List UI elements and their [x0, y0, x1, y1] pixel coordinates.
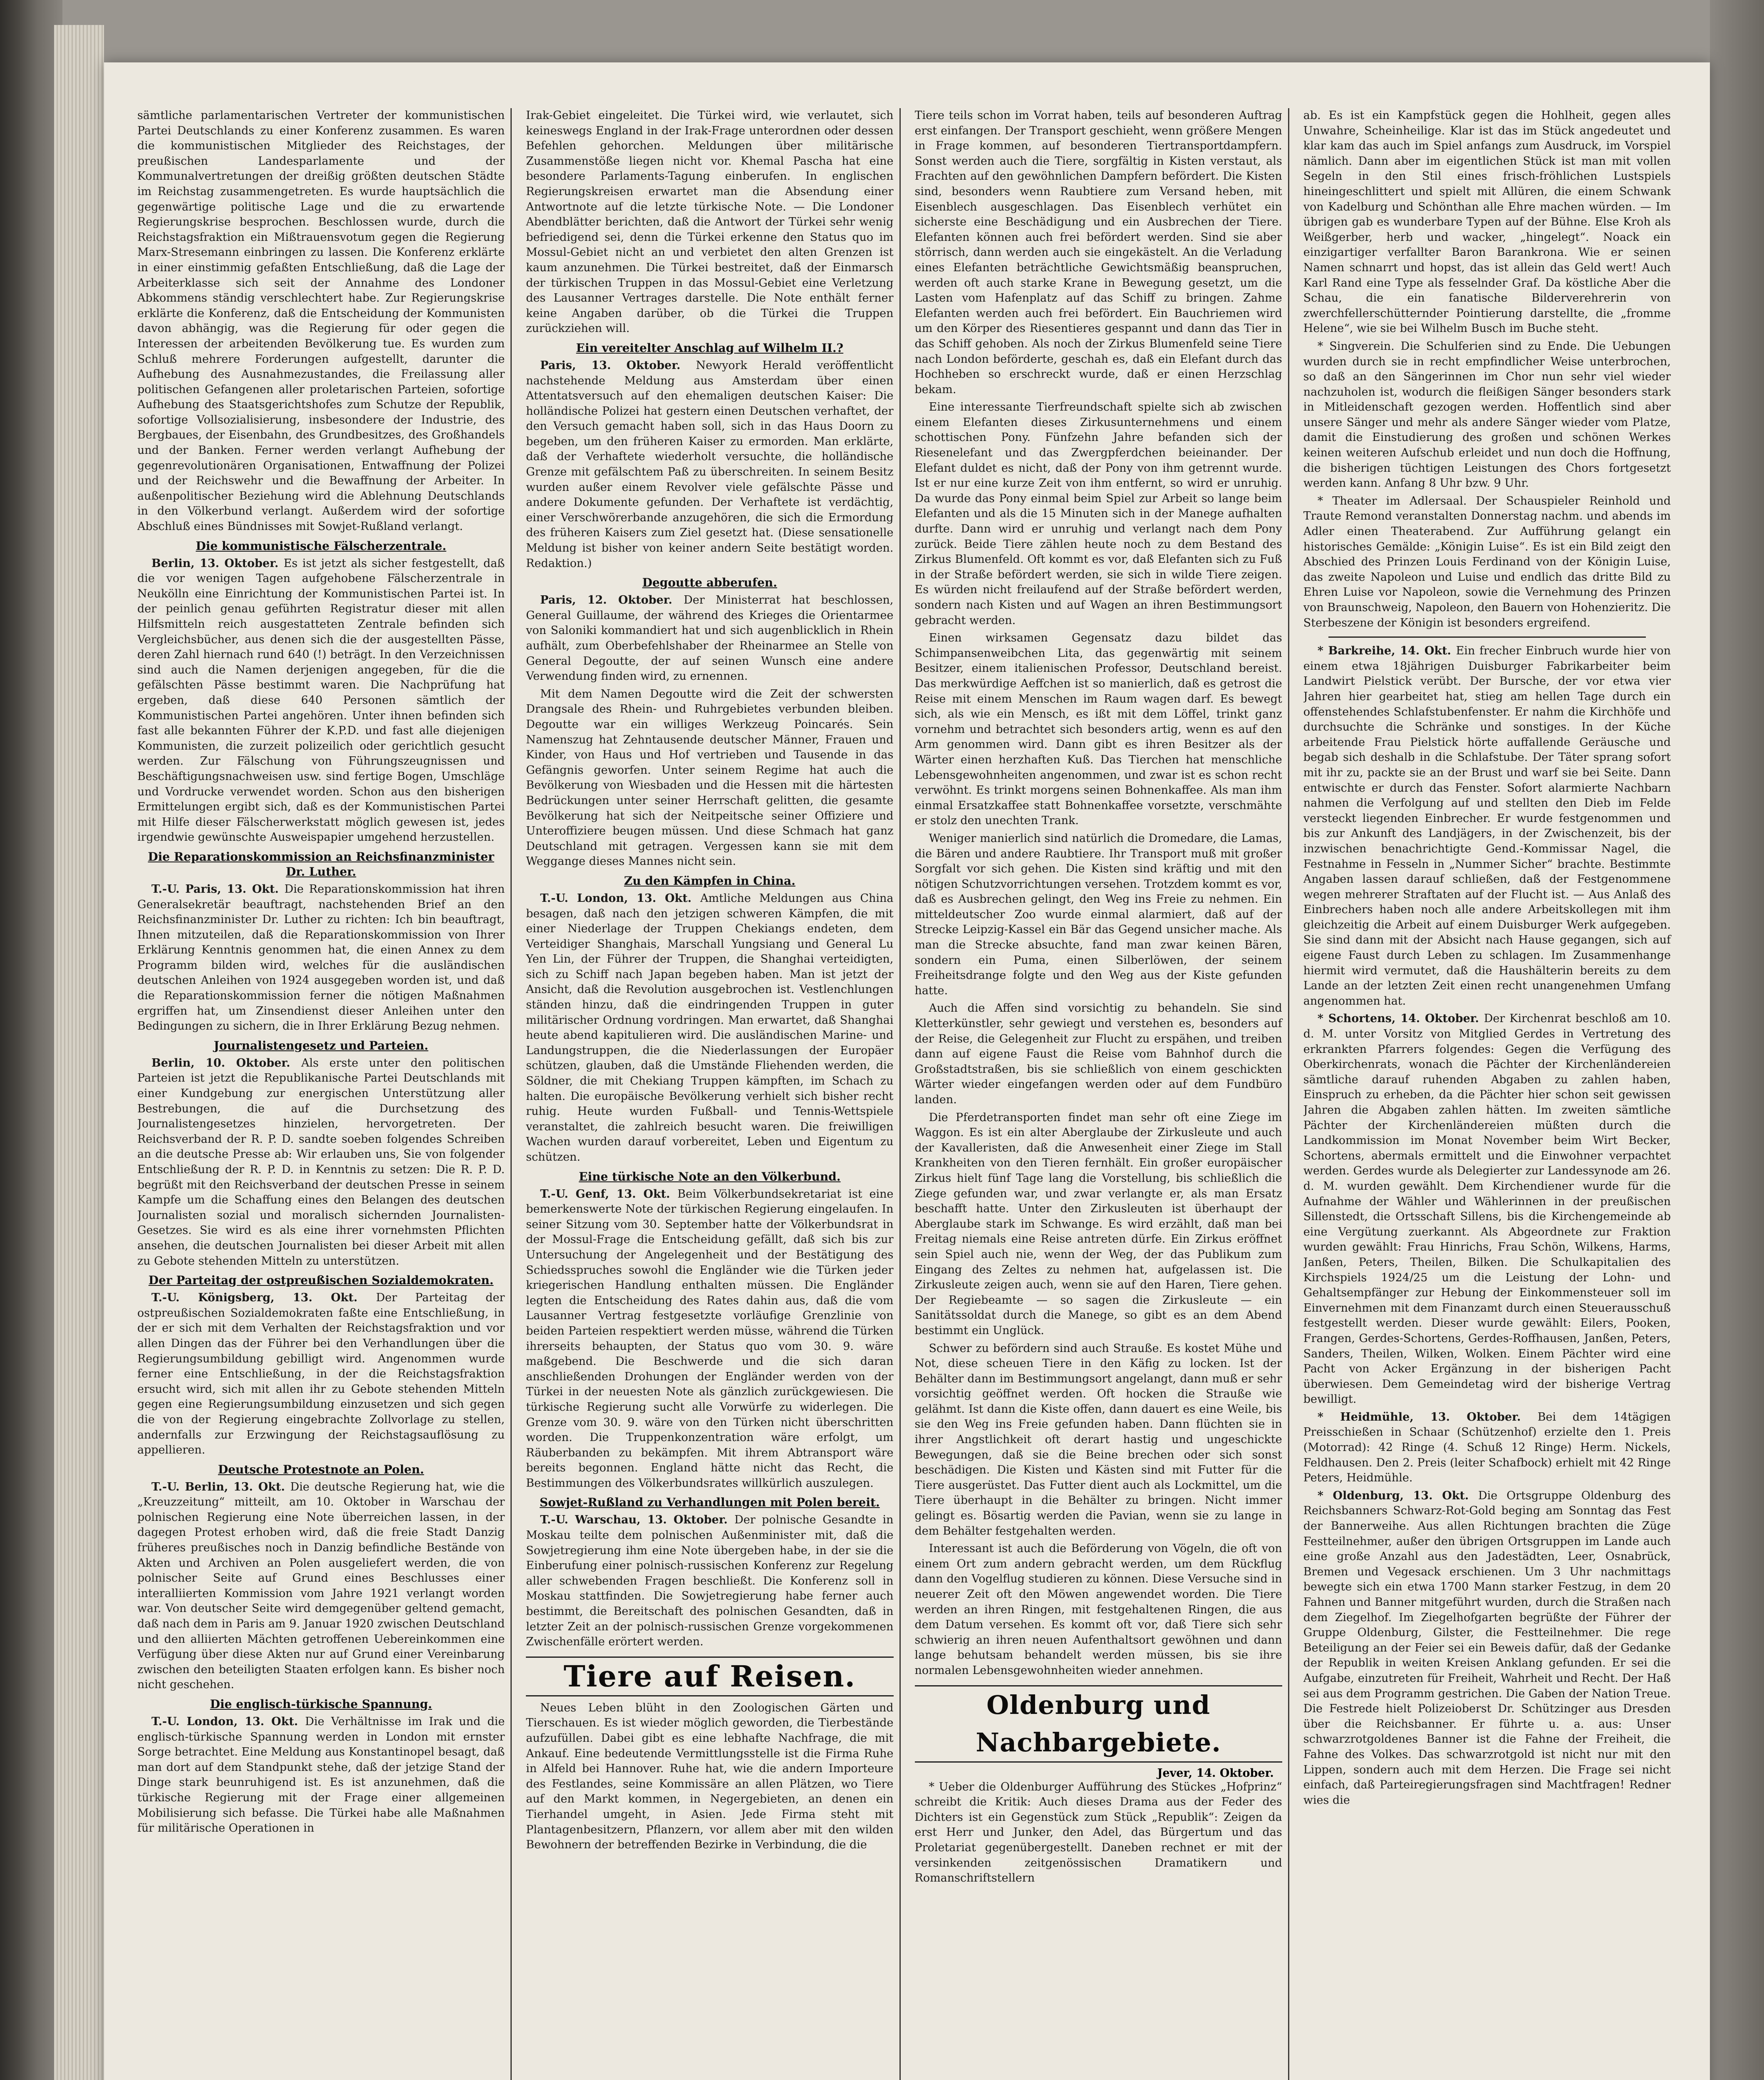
- article-headline: Deutsche Protestnote an Polen.: [218, 1462, 424, 1476]
- section-divider: [1328, 636, 1646, 638]
- paragraph-text: Tiere teils schon im Vorrat haben, teils auf besonderen Auftrag erst einfangen. Der Transport geschieht, wenn größere Mengen in Frage kommen, auf besonderen Tiertransportdampfern. Sonst werden auch die Tiere, sorgfältig in Kisten verstaut, als Frachten auf den gewöhnlichen Dampfern befördert. Die Kisten sind, besonders wenn Raubtiere zum Versand heben, mit Eisenblech ausgeschlagen. Das Eisenblech verhütet ein sicherste eine Beschädigung und ein Ausbrechen der Tiere. Elefanten können auch frei befördert werden. Sind sie aber störrisch, dann werden auch sie eingekästelt. An die Verladung eines Elefanten beträchtliche Gewichtsmäßig beanspruchen, werden oft auch starke Krane in Bewegung gesetzt, um die Lasten vom Hafenplatz auf das Schiff zu bringen. Zahme Elefanten werden auch frei befördert. Ein Bauchriemen wird um den Körper des Riesentieres gespannt und dann das Tier in das Schiff gehoben. Als noch der Zirkus Blumenfeld seine Tiere nach London beförderte, geschah es, daß ein Elefant durch das Hochheben so erschreckt wurde, daß er einen Herzschlag bekam.: [914, 109, 1282, 396]
- paragraph-text: Bei dem 14tägigen Preisschießen in Schaar (Schützenhof) erzielte den 1. Preis (Motorrad): 42 Ringe (4. Schuß 12 Ringe) Herm. Nickels, Feldhausen. Den 2. Preis (leiter Schafbock) erhielt mit 42 Ringe Peters, Heidmühle.: [1303, 1410, 1671, 1485]
- dateline: T.-U. Königsberg, 13. Okt.: [151, 1291, 376, 1305]
- page-edges: [54, 25, 104, 2080]
- column-4: [1303, 108, 1677, 2080]
- article-paragraph: [915, 1541, 1282, 1678]
- paragraph-text: ab. Es ist ein Kampfstück gegen die Hohlheit, gegen alles Unwahre, Scheinheilige. Klar ist das im Stück angedeutet und klar kam das auch im Spiel anfangs zum Ausdruck, im Vorspiel nämlich. Dann aber im eigentlichen Stück ist man mit vollen Segeln in den Stil eines frisch-fröhlichen Lustspiels hineingeschlittert und spielt mit Allüren, die einem Schwank von Kadelburg und Schönthan alle Ehre machen würden. — Im übrigen gab es wunderbare Typen auf der Bühne. Else Kroh als Weißgerber, herb und wacker, „hingelegt“. Noack ein einzigartiger verfallter Baron Barankrona. Wie er seinen Namen schnarrt und hopst, das ist allein das Geld wert! Auch Karl Rand eine Type als fesselnder Graf. Da köstliche Aber die Schau, die ein fanatische Bilderverehrerin von zwerchfellerschütternder Pointierung darstellte, die „fromme Helene“, wie sie bei Wilhelm Busch im Buche steht.: [1303, 109, 1671, 335]
- paragraph-text: Mit dem Namen Degoutte wird die Zeit der schwersten Drangsale des Rhein- und Ruhrgebietes verbunden bleiben. Degoutte war ein williges Werkzeug Poincarés. Sein Namenszug hat Zehntausende deutscher Männer, Frauen und Kinder, von Haus und Hof vertrieben und Tausende in das Gefängnis geworfen. Unter seinem Regime hat auch die Bevölkerung von Wiesbaden und die Hessen mit die härtesten Bedrückungen unter seiner Herrschaft gelitten, die gesamte Bevölkerung hat sich der Neitpeitsche seiner Offiziere und Unteroffiziere beugen müssen. Und diese Schmach hat ganz Deutschland mit getragen. Vergessen kann sie mit dem Weggange dieses Mannes nicht sein.: [526, 687, 894, 868]
- article-paragraph: [1303, 494, 1671, 631]
- article-paragraph: [137, 1290, 505, 1458]
- paragraph-text: Newyork Herald veröffentlicht nachstehende Meldung aus Amsterdam über einen Attentatsversuch auf den ehemaligen deutschen Kaiser: Die holländische Polizei hat gestern einen Deutschen verhaftet, der den Versuch gemacht haben soll, sich in das Haus Doorn zu begeben, um den früheren Kaiser zu ermorden. Man erklärte, daß der Verhaftete wiederholt versuchte, die holländische Grenze mit gefälschtem Paß zu überschreiten. In seinem Besitz wurden außer einem Revolver viele gefälschte Pässe und andere Dokumente gefunden. Der Verhaftete ist verdächtig, einer Verschwörerbande anzugehören, die sich die Ermordung des früheren Kaisers zum Ziel gesetzt hat. (Diese sensationelle Meldung ist bisher von keiner andern Seite bestätigt worden. Redaktion.): [526, 359, 894, 570]
- dateline: T.-U. London, 13. Okt.: [151, 1715, 305, 1728]
- paragraph-text: Schwer zu befördern sind auch Strauße. Es kostet Mühe und Not, diese scheuen Tiere in den Käfig zu locken. Ist der Behälter dann im Bestimmungsort angelangt, dann muß er sehr vorsichtig geöffnet werden. Oft hocken die Strauße wie gelähmt. Ist dann die Kiste offen, dann dauert es eine Weile, bis sie den Weg ins Freie gefunden haben. Dann flüchten sie in ihrer Angstlichkeit oft derart hastig und ungeschickte Bewegungen, daß sie die Beine brechen oder sich sonst beschädigen. Die Kisten und Kästen sind mit Futter für die Tiere ausgerüstet. Das Futter dient auch als Lockmittel, um die Tiere überhaupt in die Behälter zu bringen. Nicht immer gelingt es. Bösartig werden die Pavian, wenn sie zu lange in dem Behälter festgehalten werden.: [914, 1342, 1282, 1538]
- article-paragraph: [526, 1513, 893, 1649]
- dateline: Berlin, 10. Oktober.: [151, 1056, 301, 1070]
- paragraph-text: Auch die Affen sind vorsichtig zu behandeln. Sie sind Kletterkünstler, sehr gewiegt und verstehen es, besonders auf der Reise, die Gelegenheit zur Flucht zu erspähen, und treiben dann auf eigene Faust die Reise vom Bahnhof durch die Großstadtstraßen, bis sie schließlich von einem geschickten Wärter wieder eingefangen werden oder auf dem Fundbüro landen.: [914, 1002, 1282, 1106]
- article-paragraph: [137, 882, 505, 1034]
- article-headline: Degoutte abberufen.: [642, 576, 778, 590]
- paragraph-text: Als erste unter den politischen Parteien ist jetzt die Republikanische Partei Deutschlands mit einer Kundgebung zur energischen Unterstützung aller Bestrebungen, die auf die Durchsetzung des Journalistengesetzes hinzielen, hervorgetreten. Der Reichsverband der R. P. D. sandte soeben folgendes Schreiben an die deutsche Presse ab: Wir erlauben uns, Sie von folgender Entschließung der R. P. D. in Kenntnis zu setzen: Die R. P. D. begrüßt mit den Reichsverband der deutschen Presse in seinem Kampfe um die Schaffung eines den Belangen des deutschen Journalisten sozial und moralisch sichernden Journalisten-Gesetzes. Sie wird es als eine ihrer vornehmsten Pflichten ansehen, die deutschen Journalisten bei dieser Arbeit mit allen zu Gebote stehenden Mitteln zu unterstützen.: [137, 1056, 505, 1268]
- paragraph-text: Der Ministerrat hat beschlossen, General Guillaume, der während des Krieges die Orientarmee von Saloniki kommandiert hat und sich augenblicklich in Rhein aufhält, zum Oberbefehlshaber der Rheinarmee an Stelle von General Degoutte, der auf seinen Wunsch eine andere Verwendung finden wird, zu ernennen.: [526, 594, 894, 683]
- paragraph-text: Der polnische Gesandte in Moskau teilte dem polnischen Außenminister mit, daß die Sowjetregierung ihm eine Note übergeben habe, in der sie die Einberufung einer polnisch-russischen Konferenz zur Regelung aller schwebenden Fragen beschließt. Die Konferenz soll in Moskau stattfinden. Die Sowjetregierung habe ferner auch bestimmt, die Bereitschaft des polnischen Gesandten, daß in letzter Zeit an der polnisch-russischen Grenze vorgekommenen Zwischenfälle erörtert werden.: [526, 1513, 894, 1649]
- book-binding: [0, 0, 62, 2080]
- paragraph-text: Weniger manierlich sind natürlich die Dromedare, die Lamas, die Bären und andere Raubtiere. Ihr Transport muß mit großer Sorgfalt vor sich gehen. Die Kisten sind kräftig und mit den nötigen Schutzvorrichtungen versehen. Trotzdem kommt es vor, daß es Ausbrechen gelingt, den Weg ins Freie zu nehmen. Ein mitteldeutscher Zoo wurde einmal alarmiert, daß auf der Strecke Leipzig-Kassel ein Bär das Gegend unsicher mache. Als man die Strecke absuchte, fand man zwar keinen Bären, sondern ein Puma, einen Silberlöwen, der seinem Freiheitsdrange folgte und den Weg aus der Kiste gefunden hatte.: [914, 832, 1282, 997]
- article-paragraph: [1303, 108, 1671, 337]
- article-headline: Sowjet-Rußland zu Verhandlungen mit Polen bereit.: [540, 1496, 880, 1510]
- paragraph-text: Neues Leben blüht in den Zoologischen Gärten und Tierschauen. Es ist wieder möglich geworden, die Tierbestände aufzufüllen. Dabei gibt es eine lebhafte Nachfrage, die mit Ankauf. Eine bedeutende Vermittlungsstelle ist die Firma Ruhe in Alfeld bei Hannover. Ruhe hat, wie die andern Importeure des Festlandes, seine Kommissäre an allen Plätzen, wo Tiere auf den Markt kommen, in Negergebieten, an denen ein Tierhandel umgeht, in Asien. Jede Firma steht mit Plantagenbesitzern, Pflanzern, vor allem aber mit den wilden Bewohnern der betreffenden Bezirke in Verbindung, die die: [526, 1701, 894, 1852]
- article-paragraph: [1303, 339, 1671, 491]
- paragraph-text: * Theater im Adlersaal. Der Schauspieler Reinhold und Traute Remond veranstalten Donnerstag nachm. und abends im Adler einen Theaterabend. Zur Aufführung gelangt ein historisches Gemälde: „Königin Luise“. Es ist ein Bild zeigt den Abschied des Prinzen Louis Ferdinand von der Königin Luise, das zweite Napoleon und Luise und endlich das dritte Bild zu Ehren Luise vor Napoleon, sowie die Vernehmung des Prinzen von Braunschweig, Napoleon, den Bauern von Hohenzieritz. Die Sterbeszene der Königin ist besonders ergreifend.: [1303, 494, 1671, 629]
- article-headline: Die Reparationskommission an Reichsfinanzminister Dr. Luther.: [148, 849, 494, 879]
- section-dateline: Jever, 14. Oktober.: [1157, 1766, 1274, 1780]
- dateline: Paris, 12. Oktober.: [540, 594, 684, 607]
- paragraph-text: Eine interessante Tierfreundschaft spielte sich ab zwischen einem Elefanten dieses Zirkusunternehmens und einem schottischen Pony. Fünfzehn Jahre befanden sich der Riesenelefant und das Zwergpferdchen beieinander. Der Elefant duldet es nicht, daß der Pony von ihm getrennt wurde. Ist er nur eine kurze Zeit von ihm entfernt, so wird er unruhig. Da wurde das Pony einmal beim Spiel zur Arbeit so lange beim Elefanten und als die 15 Minuten sich in der Manege aufhalten durfte. Dann wird er unruhig und verlangt nach dem Pony zurück. Beide Tiere zählen heute noch zu dem Bestand des Zirkus Blumenfeld. Oft kommt es vor, daß Elefanten sich zu Fuß in der Straße befördert werden, sie sich in wilde Tiere zeigen. Es würden nicht freilaufend auf der Straße befördert werden, sondern nach Kisten und auf Wagen an ihren Bestimmungsort gebracht werden.: [914, 401, 1282, 627]
- article-paragraph: [1303, 644, 1671, 1009]
- article-paragraph: [137, 1480, 505, 1693]
- paragraph-text: Die Reparationskommission hat ihren Generalsekretär beauftragt, nachstehenden Brief an den Reichsfinanzminister Dr. Luther zu richten: Ich bin beauftragt, Ihnen mitzuteilen, daß die Reparationskommission von Ihrer Erklärung Kenntnis genommen hat, die einen Annex zu dem Programm bilden wird, welches für die ausländischen deutschen Anleihen von 1924 ausgegeben worden ist, und daß die Reparationskommission ferner die nötigen Maßnahmen ergriffen hat, um Zinsendienst dieser Anleihen unter den Bedingungen zu sichern, die in Ihrer Erklärung Bezug nehmen.: [137, 882, 505, 1033]
- paragraph-text: Irak-Gebiet eingeleitet. Die Türkei wird, wie verlautet, sich keineswegs England in der Irak-Frage unterordnen oder dessen Befehlen gehorchen. Meldungen über militärische Zusammenstöße liegen nicht vor. Khemal Pascha hat eine besondere Parlaments-Tagung einberufen. In englischen Regierungskreisen erwartet man die Absendung einer Antwortnote auf die letzte türkische Note. — Die Londoner Abendblätter berichten, daß die Antwort der Türkei sehr wenig befriedigend sei, denn die Türkei erkenne den Status quo im Mossul-Gebiet nicht an und verbietet den alten Grenzen ist kaum anzunehmen. Die Türkei bestreitet, daß der Einmarsch der türkischen Truppen in das Mossul-Gebiet eine Verletzung des Lausanner Vertrages darstelle. Die Note enthält ferner keine Angaben darüber, ob die Türkei die Truppen zurückziehen will.: [526, 109, 894, 335]
- article-paragraph: [915, 1341, 1282, 1539]
- dateline: Paris, 13. Oktober.: [540, 359, 696, 372]
- article-paragraph: [137, 1714, 505, 1836]
- article-paragraph: [915, 400, 1282, 628]
- paragraph-text: Der Kirchenrat beschloß am 10. d. M. unter Vorsitz von Mitglied Gerdes in Vertretung des erkrankten Pfarrers folgendes: Gegen die Verfügung des Oberkirchenrats, wonach die Pächter der Kirchenländereien sämtliche darauf ruhenden Abgaben zu zahlen haben, Einspruch zu erheben, da die Pächter hier schon seit gewissen Jahren die Abgaben zahlen hätten. Im zweiten sämtliche Pächter der Kirchenländereien müßten durch die Landkommission im Monat November beim Wirt Becker, Schortens, abermals ermittelt und die Einwohner verpachtet werden. Gerdes wurde als Delegierter zur Landessynode am 26. d. M. wurden gewählt. Dem Kirchendiener wurde für die Aufnahme der Wähler und Wählerinnen in der preußischen Sillenstedt, die Ortsschaft Sillens, bis die Kirchengemeinde ab eine Vergütung zuerkannt. Als Abgeordnete zur Fraktion wurden gewählt: Frau Hinrichs, Frau Schön, Wilkens, Harms, Janßen, Peters, Theilen, Bilken. Die Schulkapitalien des Kirchspiels 1924/25 um die Leistung der Lohn- und Gehaltsempfänger zur Hebung der Einkommensteuer soll im Einvernehmen mit dem Finanzamt durch einen Steuerausschuß festgestellt werden. Dieser wurde gewählt: Eilers, Pooken, Frangen, Gerdes-Schortens, Gerdes-Roffhausen, Janßen, Peters, Sanders, Theilen, Wilken, Wolken. Einem Pächter wird eine Pacht von Acker Ergänzung in der bisherigen Pacht überwiesen. Dem Gemeindetag wird der bisherige Vertrag bewilligt.: [1303, 1012, 1671, 1406]
- paragraph-text: Die deutsche Regierung hat, wie die „Kreuzzeitung“ mitteilt, am 10. Oktober in Warschau der polnischen Regierung eine Note überreichen lassen, in der dagegen Protest erhoben wird, daß die freie Stadt Danzig früheres preußisches noch in Danzig befindliche Bestände von Akten und Archiven an Polen ausgeliefert werden, die von polnischer Seite auf Grund eines Beschlusses einer interalliierten Kommission vom Jahre 1921 verlangt worden war. Von deutscher Seite wird demgegenüber geltend gemacht, daß nach dem in Paris am 9. Januar 1920 zwischen Deutschland und den alliierten Mächten getroffenen Uebereinkommen eine Verfügung über diese Akten nur auf Grund einer Vereinbarung zwischen den beteiligten Staaten erfolgen kann. Es bisher noch nicht geschehen.: [137, 1480, 505, 1691]
- article-paragraph: [1303, 1011, 1671, 1407]
- section-paragraph: * Ueber die Oldenburger Aufführung des Stückes „Hofprinz“ schreibt die Kritik: Auch dieses Drama aus der Feder des Dichters ist ein Gegenstück zum Stück „Republik“: Zeigen da erst Herr und Junker, den Adel, das Bürgertum und das Proletariat gegenübergestellt. Daneben rechnet er mit der versinkenden zeitgenössischen Dramatikern und Romanschriftstellern: [914, 1780, 1282, 1885]
- column-2: [526, 108, 900, 2080]
- paragraph-text: Einen wirksamen Gegensatz dazu bildet das Schimpansenweibchen Lita, das gegenwärtig mit seinem Besitzer, einem italienischen Professor, Deutschland bereist. Das merkwürdige Aeffchen ist so manierlich, daß es getrost die Reise mit einem Menschen im Raum wagen darf. Es bewegt sich, als wie ein Mensch, es ißt mit dem Löffel, trinkt ganz vornehm und betrachtet sich besonders artig, wenn es auf den Arm genommen wird. Dann gibt es ihren Besitzer als der Wärter einen herzhaften Kuß. Das Tierchen hat menschliche Lebensgewohnheiten angenommen, und zwar ist es schon recht verwöhnt. Es trinkt morgens seinen Bohnenkaffee. Als man ihm einmal Ersatzkaffee statt Bohnenkaffee vorsetzte, verschmähte er stolz den unechten Trank.: [914, 631, 1282, 827]
- article-paragraph: [137, 108, 505, 535]
- article-paragraph: [526, 1187, 893, 1491]
- feature-headline: Tiere auf Reisen.: [526, 1657, 893, 1696]
- article-headline: Die kommunistische Fälscherzentrale.: [196, 539, 446, 553]
- column-3: [915, 108, 1289, 2080]
- article-paragraph: [915, 631, 1282, 829]
- article-paragraph: [526, 593, 893, 684]
- section-headline: Oldenburg und Nachbargebiete.: [915, 1685, 1282, 1763]
- paragraph-text: sämtliche parlamentarischen Vertreter der kommunistischen Partei Deutschlands zu einer Konferenz zusammen. Es waren die kommunistischen Mitglieder des Reichstages, der preußischen Landesparlamente und der Kommunalvertretungen der dreißig größten deutschen Städte im Reichstag zusammengetreten. Es wurde hauptsächlich die gegenwärtige politische Lage und die zu erwartende Regierungskrise besprochen. Beschlossen wurde, durch die Reichstagsfraktion ein Mißtrauensvotum gegen die Regierung Marx-Stresemann einbringen zu lassen. Die Konferenz erklärte in einer einstimmig gefaßten Entschließung, daß die Lage der Arbeiterklasse sich seit der Annahme des Londoner Abkommens ständig verschlechtert habe. Zur Regierungskrise erklärte die Konferenz, daß die Entscheidung der Kommunisten davon abhängig, was die Regierung für oder gegen die Interessen der arbeitenden Bevölkerung tue. Es wurden zum Schluß mehrere Forderungen aufgestellt, darunter die Aufhebung des Ausnahmezustandes, die Freilassung aller politischen Gefangenen aller proletarischen Parteien, sofortige Aufhebung des Staatsgerichtshofes zum Schutze der Republik, sofortige Vollsozialisierung, insbesondere der Industrie, des Bergbaues, der Eisenbahn, des Grundbesitzes, des Großhandels und der Banken. Ferner werden verlangt Aufhebung der gegenrevolutionären Organisationen, Entwaffnung der Polizei und der Reichswehr und die Bewaffnung der Arbeiter. In außenpolitischer Beziehung wird die Ablehnung Deutschlands in den Völkerbund verlangt. Außerdem wird der sofortige Abschluß eines Bündnisses mit Sowjet-Rußland verlangt.: [137, 109, 505, 533]
- article-paragraph: [915, 831, 1282, 999]
- dateline: * Schortens, 14. Oktober.: [1317, 1012, 1484, 1025]
- article-paragraph: [137, 1056, 505, 1269]
- article-paragraph: [526, 687, 893, 869]
- article-paragraph: [526, 891, 893, 1165]
- dateline: T.-U. Paris, 13. Okt.: [151, 882, 285, 896]
- article-paragraph: [915, 1110, 1282, 1339]
- article-paragraph: [1303, 1410, 1671, 1486]
- paragraph-text: Die Ortsgruppe Oldenburg des Reichsbanners Schwarz-Rot-Gold beging am Sonntag das Fest der Bannerweihe. Aus allen Richtungen brachten die Züge Festteilnehmer, außer den übrigen Ortsgruppen im Lande auch eine große Anzahl aus den Jadestädten, Leer, Osnabrück, Bremen und Vegesack erschienen. Um 3 Uhr nachmittags bewegte sich ein etwa 1700 Mann starker Festzug, in dem 20 Fahnen und Banner mitgeführt wurden, durch die Straßen nach dem Ziegelhof. Im Ziegelhofgarten begrüßte der Führer der Gruppe Oldenburg, Gilster, die Festteilnehmer. Die rege Beteiligung an der Feier sei ein Beweis dafür, daß der Gedanke der Republik in weiten Kreisen Anklang gefunden. Er sei die Aufgabe, einzutreten für Freiheit, Wahrheit und Recht. Der Haß sei aus dem Programm gestrichen. Die Gaben der Nation Treue. Die Festrede hielt Polizeioberst Dr. Schützinger aus Dresden über die Reichsbanner. Er führte u. a. aus: Unser schwarzrotgoldenes Banner ist die Fahne der Freiheit, die Fahne des Volkes. Das schwarzrotgold ist nicht nur mit den Lippen, sondern auch mit dem Herzen. Die Frage sei nicht einfach, daß Parteiregierungsfragen sind Machtfragen! Redner wies die: [1303, 1489, 1671, 1807]
- paragraph-text: Interessant ist auch die Beförderung von Vögeln, die oft von einem Ort zum andern gebracht werden, um dem Rückflug dann den Vogelflug studieren zu können. Diese Versuche sind in neuerer Zeit oft den Möwen angewendet worden. Die Tiere werden an ihren Ringen, mit festgehaltenen Ringen, die aus dem Datum versehen. Es kommt oft vor, daß Tiere sich sehr schwierig an ihren neuen Aufenthaltsort gewöhnen und dann lange behutsam behandelt werden müssen, bis sie ihre normalen Lebensgewohnheiten wieder annehmen.: [914, 1542, 1282, 1677]
- right-shadow: [1710, 0, 1764, 2080]
- article-paragraph: [526, 1701, 893, 1853]
- article-headline: Eine türkische Note an den Völkerbund.: [579, 1169, 841, 1184]
- paragraph-text: Der Parteitag der ostpreußischen Sozialdemokraten faßte eine Entschließung, in der er sich mit dem Verhalten der Reichstagsfraktion und vor allen Dingen das der Führer bei den Verhandlungen über die Regierungsumbildung gebilligt wird. Angenommen wurde ferner eine Entschließung, in der die Reichstagsfraktion ersucht wird, sich mit allen ihr zu Gebote stehenden Mitteln gegen eine Regierungsumbildung einzusetzen und sich gegen die von der Regierung eingebrachte Zollvorlage zu stellen, andernfalls zur Erzwingung der Reichstagsauflösung zu appellieren.: [137, 1291, 505, 1457]
- dateline: T.-U. Warschau, 13. Oktober.: [540, 1513, 735, 1527]
- dateline: Berlin, 13. Oktober.: [151, 557, 284, 570]
- paragraph-text: Beim Völkerbundsekretariat ist eine bemerkenswerte Note der türkischen Regierung eingelaufen. In seiner Sitzung vom 30. September hatte der Völkerbundsrat in der Mossul-Frage die Entscheidung gefällt, daß sich bis zur Untersuchung der Angelegenheit und der Bestätigung des Schiedsspruches sowohl die Engländer wie die Türken jeder kriegerischen Handlung enthalten müssen. Die Engländer legten die Entscheidung des Rates dahin aus, daß die vom Lausanner Vertrag festgesetzte vorläufige Grenzlinie von beiden Parteien respektiert werden müsse, während die Türken ihrerseits behaupten, der Status quo vom 30. 9. wäre maßgebend. Die Beschwerde und die sich daran anschließenden Drohungen der Engländer werden von der Türkei in der neuesten Note als gänzlich zurückgewiesen. Die türkische Regierung sucht alle Vorwürfe zu widerlegen. Die Grenze vom 30. 9. wäre von den Türken nicht überschritten worden. Die Truppenkonzentration wäre erfolgt, um Räuberbanden zu bekämpfen. Mit ihrem Abtransport wäre bereits begonnen. England hätte nicht das Recht, die Bestimmungen des Völkerbundsrates willkürlich auszulegen.: [526, 1187, 894, 1490]
- columns: [137, 108, 1677, 2080]
- paragraph-text: Die Verhältnisse im Irak und die englisch-türkische Spannung werden in London mit ernster Sorge betrachtet. Eine Meldung aus Konstantinopel besagt, daß man dort auf dem Standpunkt stehe, daß der jetzige Stand der Dinge stark beunruhigend ist. Es ist anzunehmen, daß die türkische Regierung mit der Frage einer allgemeinen Mobilisierung sich befasse. Die Türkei habe alle Maßnahmen für militärische Operationen in: [137, 1715, 505, 1835]
- paragraph-text: Es ist jetzt als sicher festgestellt, daß die vor wenigen Tagen aufgehobene Fälscherzentrale in Neukölln eine Einrichtung der Kommunistischen Partei ist. In der peinlich genau geführten Registratur dieser mit allen Hilfsmitteln reich ausgestatteten Zentrale befinden sich Vergleichsbücher, aus denen sich die der ausgestellten Pässe, deren Zahl hiernach rund 640 (!) beträgt. In den Verzeichnissen sind auch die Namen derjenigen angegeben, für die die gefälschten Pässe bestimmt waren. Die Nachprüfung hat ergeben, daß diese 640 Personen sämtlich der Kommunistischen Partei angehören. Unter ihnen befinden sich fast alle bekannten Führer der K.P.D. und fast alle diejenigen Kommunisten, die zurzeit polizeilich oder gerichtlich gesucht werden. Zur Fälschung von Führungszeugnissen und Beschäftigungsnachweisen usw. sind fertige Bogen, Umschläge und Vordrucke verwendet worden. Schon aus den bisherigen Ermittelungen ergibt sich, daß es der Kommunistischen Partei mit Hilfe dieser Fälscherwerkstatt möglich gewesen ist, jedes irgendwie gewünschte Ausweispapier umgehend herzustellen.: [137, 557, 505, 844]
- dateline: T.-U. London, 13. Okt.: [540, 891, 701, 905]
- article-paragraph: [1303, 1488, 1671, 1808]
- article-headline: Der Parteitag der ostpreußischen Sozialdemokraten.: [148, 1273, 494, 1288]
- article-paragraph: [915, 108, 1282, 397]
- paragraph-text: Die Pferdetransporten findet man sehr oft eine Ziege im Waggon. Es ist ein alter Aberglaube der Zirkusleute und auch der Kavalleristen, daß die Anwesenheit einer Ziege im Stall Krankheiten von den Tieren fernhält. Ein großer europäischer Zirkus hielt fünf Tage lang die Vorstellung, bis schließlich die Ziege gefunden war, und zwar verlangte er, als man Ersatz beschafft hatte. Unter den Zirkusleuten ist überhaupt der Aberglaube stark im Schwange. Es wird erzählt, daß man bei Freitag niemals eine Reise antreten dürfe. Ein Zirkus eröffnet sein Spiel auch nie, wenn der Weg, der das Publikum zum Eingang des Zeltes zu nehmen hat, aufgelassen ist. Die Zirkusleute zeigen auch, wenn sie auf den Haren, Tiere gehen. Der Regiebeamte — so sagen die Zirkusleute — ein Sanitätssoldat durch die Manege, so gibt es an dem Abend bestimmt ein Unglück.: [914, 1111, 1282, 1337]
- article-paragraph: [137, 556, 505, 845]
- column-1: [137, 108, 512, 2080]
- paragraph-text: * Singverein. Die Schulferien sind zu Ende. Die Uebungen wurden durch sie in recht empfindlicher Weise unterbrochen, so daß an den Sängerinnen im Chor nun sehr viel wieder nachzuholen ist, wodurch die fleißigen Sänger besonders stark in Mitleidenschaft gezogen werden. Hoffentlich sind aber unsere Sänger und mehr als andere Sänger wieder vom Platze, damit die Einstudierung des großen und schönen Werkes keinen weiteren Aufschub erleidet und nun doch die Hoffnung, die bisherigen tüchtigen Leistungen des Chors fortgesetzt werden kann. Anfang 8 Uhr bzw. 9 Uhr.: [1303, 339, 1671, 490]
- newspaper-page: [104, 62, 1710, 2080]
- article-paragraph: [915, 1001, 1282, 1107]
- dateline: T.-U. Berlin, 13. Okt.: [151, 1480, 290, 1493]
- article-paragraph: [526, 108, 893, 337]
- article-headline: Ein vereitelter Anschlag auf Wilhelm II.?: [576, 341, 844, 355]
- article-headline: Die englisch-türkische Spannung.: [210, 1697, 432, 1711]
- article-paragraph: [526, 358, 893, 571]
- dateline: * Barkreihe, 14. Okt.: [1317, 644, 1456, 658]
- paragraph-text: Ein frecher Einbruch wurde hier von einem etwa 18jährigen Duisburger Fabrikarbeiter beim Landwirt Pielstick verübt. Der Bursche, der vor etwa vier Jahren hier gearbeitet hat, stieg am hellen Tage durch ein offenstehendes Schlafstubenfenster. Er nahm die Kirchhöfe und durchsuchte die Schränke und sonstiges. In der Küche arbeitende Frau Pielstick hörte auffallende Geräusche und begab sich deshalb in die Schlafstube. Der Täter sprang sofort mit ihr zu, packte sie an der Brust und warf sie bei Seite. Dann entwischte er durch das Fenster. Sofort alarmierte Nachbarn nahmen die Verfolgung auf und stellten den Dieb im Felde versteckt liegenden Einbrecher. Er wurde festgenommen und bis zur Ankunft des Landjägers, in der Zwischenzeit, bis der inzwischen benachrichtigte Gend.-Kommissar Nagel, die Festnahme in Fesseln in „Nummer Sicher“ brachte. Bestimmte Angaben lassen darauf schließen, daß der Festgenommene wegen mehrerer Straftaten auf der Flucht ist. — Aus Anlaß des Einbrechers haben noch alle andere Arbeitskollegen mit ihm gleichzeitig die Arbeit auf einem Duisburger Werk aufgegeben. Sie sind dann mit der Absicht nach Hause gegangen, sich auf eigene Faust durch Leben zu schlagen. Im Zusammenhange hiermit wird vermutet, daß die Haushälterin bereits zu dem Lande an der letzten Zeit einen recht unangenehmen Umfang angenommen hat.: [1303, 644, 1671, 1008]
- article-headline: Zu den Kämpfen in China.: [624, 874, 795, 888]
- dateline: T.-U. Genf, 13. Okt.: [540, 1187, 678, 1201]
- article-headline: Journalistengesetz und Parteien.: [213, 1038, 429, 1052]
- paragraph-text: Amtliche Meldungen aus China besagen, daß nach den jetzigen schweren Kämpfen, die mit einer Niederlage der Truppen Chekiangs endeten, dem Verteidiger Shanghais, Marschall Yungsiang und General Lu Yen Lin, der Führer der Truppen, die Shanghai verteidigten, sich zu Schiff nach Japan begeben haben. Man ist jetzt der Ansicht, daß die Revolution ausgebrochen ist. Vestlenchlungen ständen hinzu, daß die eindringenden Truppen in guter militärischer Ordnung vordringen. Man erwartet, daß Shanghai heute abend kapitulieren wird. Die ausländischen Marine- und Landungstruppen, die die Niederlassungen der Europäer schützen, glauben, daß die Umstände Fliehenden werden, die Söldner, die mit Chekiang Truppen kämpften, im Schach zu halten. Die europäische Bevölkerung verhielt sich bisher recht ruhig. Heute wurden Fußball- und Tennis-Wettspiele veranstaltet, die zahlreich besucht waren. Die freiwilligen Wachen wurden darauf vorbereitet, Leben und Eigentum zu schützen.: [526, 891, 894, 1164]
- dateline: * Heidmühle, 13. Oktober.: [1317, 1410, 1538, 1424]
- dateline: * Oldenburg, 13. Okt.: [1317, 1489, 1478, 1502]
